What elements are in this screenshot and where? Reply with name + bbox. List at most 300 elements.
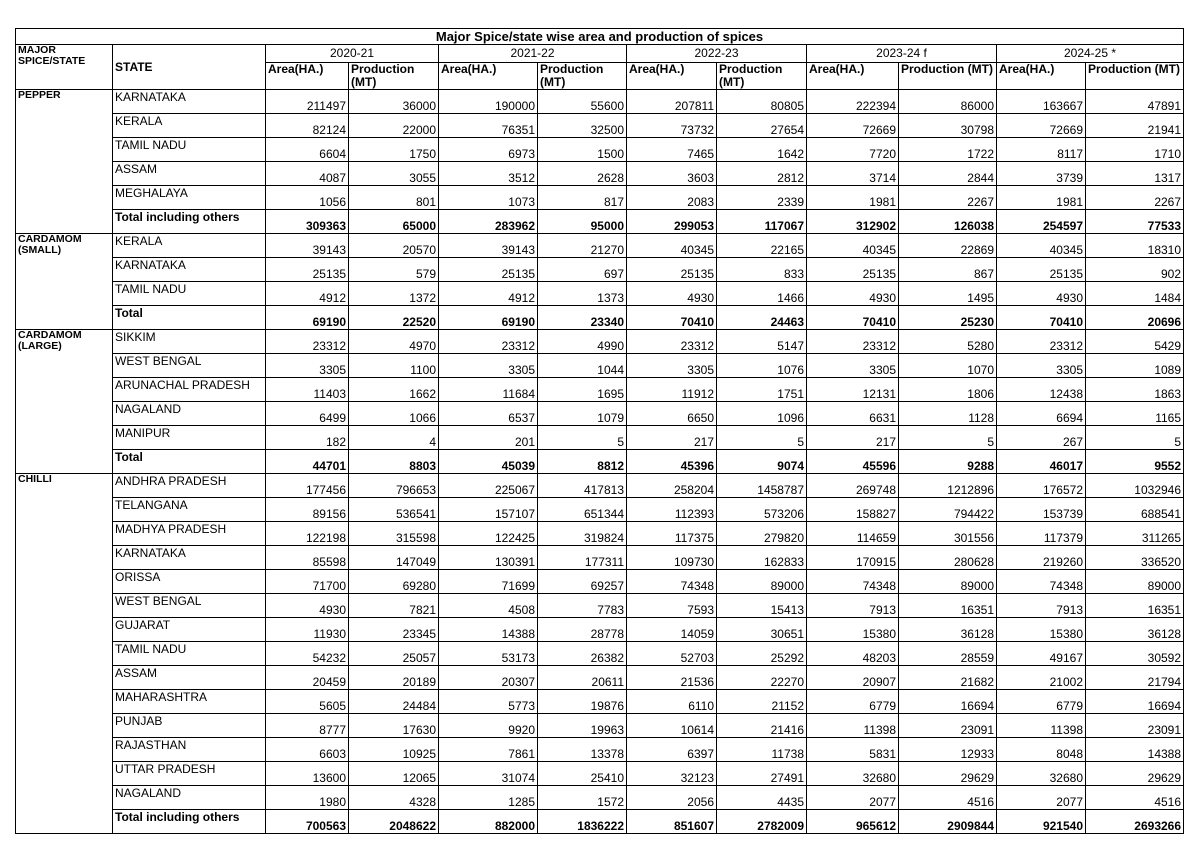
area-value-cell: 3305: [439, 354, 538, 378]
production-value-cell: 19876: [538, 690, 627, 714]
state-cell: KARNATAKA: [113, 546, 266, 570]
area-value-cell: 49167: [997, 642, 1086, 666]
area-value-cell: 12131: [807, 378, 899, 402]
production-value-cell: 30798: [899, 114, 997, 138]
production-value-cell: 2267: [1086, 186, 1184, 210]
table-row: [16, 498, 1184, 522]
production-value-cell: 1466: [717, 282, 807, 306]
table-row: [16, 618, 1184, 642]
area-value-cell: 1073: [439, 186, 538, 210]
state-cell: KERALA: [113, 234, 266, 258]
total-label-cell: Total: [113, 450, 266, 474]
production-value-cell: 162833: [717, 546, 807, 570]
area-value-cell: 6397: [627, 738, 717, 762]
production-value-cell: 17630: [349, 714, 439, 738]
production-value-cell: 1695: [538, 378, 627, 402]
area-value-cell: 15380: [997, 618, 1086, 642]
table-row: [16, 426, 1184, 450]
production-value-cell: 5: [717, 426, 807, 450]
area-value-cell: 3739: [997, 162, 1086, 186]
area-value-cell: 25135: [266, 258, 349, 282]
area-value-cell: 109730: [627, 546, 717, 570]
production-value-cell: 1128: [899, 402, 997, 426]
state-cell: KARNATAKA: [113, 258, 266, 282]
production-value-cell: 1806: [899, 378, 997, 402]
production-value-cell: 536541: [349, 498, 439, 522]
production-value-cell: 22000: [349, 114, 439, 138]
production-value-cell: 36000: [349, 90, 439, 114]
production-value-cell: 77533: [1086, 210, 1184, 234]
state-cell: ANDHRA PRADESH: [113, 474, 266, 498]
production-value-cell: 24463: [717, 306, 807, 330]
area-value-cell: 11398: [807, 714, 899, 738]
production-value-cell: 1836222: [538, 810, 627, 834]
production-value-cell: 89000: [899, 570, 997, 594]
area-value-cell: 114659: [807, 522, 899, 546]
table-row: [16, 666, 1184, 690]
production-value-cell: 147049: [349, 546, 439, 570]
spice-name-cell: CARDAMOM (SMALL): [16, 234, 113, 330]
area-value-cell: 3305: [807, 354, 899, 378]
production-value-cell: 20696: [1086, 306, 1184, 330]
state-cell: KARNATAKA: [113, 90, 266, 114]
area-value-cell: 20907: [807, 666, 899, 690]
production-value-cell: 14388: [1086, 738, 1184, 762]
production-value-cell: 5429: [1086, 330, 1184, 354]
table-row: [16, 282, 1184, 306]
area-value-cell: 283962: [439, 210, 538, 234]
production-header: Production (MT): [899, 63, 997, 90]
area-value-cell: 32680: [807, 762, 899, 786]
total-row: [16, 810, 1184, 834]
area-value-cell: 3714: [807, 162, 899, 186]
production-value-cell: 80805: [717, 90, 807, 114]
production-value-cell: 573206: [717, 498, 807, 522]
area-value-cell: 4912: [266, 282, 349, 306]
production-value-cell: 4: [349, 426, 439, 450]
production-value-cell: 1750: [349, 138, 439, 162]
production-value-cell: 29629: [1086, 762, 1184, 786]
production-value-cell: 23340: [538, 306, 627, 330]
area-value-cell: 269748: [807, 474, 899, 498]
table-row: [16, 90, 1184, 114]
area-value-cell: 3512: [439, 162, 538, 186]
production-value-cell: 21941: [1086, 114, 1184, 138]
area-value-cell: 23312: [439, 330, 538, 354]
production-value-cell: 15413: [717, 594, 807, 618]
production-value-cell: 36128: [1086, 618, 1184, 642]
production-value-cell: 16694: [1086, 690, 1184, 714]
production-value-cell: 1710: [1086, 138, 1184, 162]
area-value-cell: 14059: [627, 618, 717, 642]
production-value-cell: 29629: [899, 762, 997, 786]
production-value-cell: 2844: [899, 162, 997, 186]
area-value-cell: 23312: [997, 330, 1086, 354]
production-value-cell: 89000: [717, 570, 807, 594]
area-value-cell: 267: [997, 426, 1086, 450]
production-value-cell: 4516: [1086, 786, 1184, 810]
production-value-cell: 1572: [538, 786, 627, 810]
area-value-cell: 12438: [997, 378, 1086, 402]
state-cell: TELANGANA: [113, 498, 266, 522]
area-value-cell: 40345: [997, 234, 1086, 258]
state-cell: PUNJAB: [113, 714, 266, 738]
area-value-cell: 70410: [997, 306, 1086, 330]
area-value-cell: 8117: [997, 138, 1086, 162]
year-header: 2020-21: [266, 45, 439, 63]
production-value-cell: 8812: [538, 450, 627, 474]
area-value-cell: 23312: [266, 330, 349, 354]
area-value-cell: 23312: [627, 330, 717, 354]
area-value-cell: 153739: [997, 498, 1086, 522]
production-value-cell: 23091: [899, 714, 997, 738]
area-value-cell: 45596: [807, 450, 899, 474]
state-cell: RAJASTHAN: [113, 738, 266, 762]
area-value-cell: 11398: [997, 714, 1086, 738]
area-value-cell: 11684: [439, 378, 538, 402]
production-value-cell: 1165: [1086, 402, 1184, 426]
area-value-cell: 13600: [266, 762, 349, 786]
area-value-cell: 14388: [439, 618, 538, 642]
state-cell: KERALA: [113, 114, 266, 138]
production-value-cell: 13378: [538, 738, 627, 762]
production-value-cell: 20189: [349, 666, 439, 690]
production-value-cell: 86000: [899, 90, 997, 114]
state-cell: TAMIL NADU: [113, 642, 266, 666]
production-value-cell: 1863: [1086, 378, 1184, 402]
area-value-cell: 882000: [439, 810, 538, 834]
area-value-cell: 254597: [997, 210, 1086, 234]
table-row: [16, 738, 1184, 762]
production-value-cell: 1662: [349, 378, 439, 402]
production-header: Production (MT): [538, 63, 627, 90]
area-value-cell: 4930: [627, 282, 717, 306]
production-value-cell: 1722: [899, 138, 997, 162]
area-value-cell: 177456: [266, 474, 349, 498]
area-value-cell: 6973: [439, 138, 538, 162]
state-cell: ARUNACHAL PRADESH: [113, 378, 266, 402]
area-value-cell: 70410: [807, 306, 899, 330]
production-value-cell: 1032946: [1086, 474, 1184, 498]
production-value-cell: 10925: [349, 738, 439, 762]
production-value-cell: 21416: [717, 714, 807, 738]
table-row: [16, 690, 1184, 714]
area-value-cell: 89156: [266, 498, 349, 522]
table-row: [16, 258, 1184, 282]
area-value-cell: 176572: [997, 474, 1086, 498]
production-value-cell: 280628: [899, 546, 997, 570]
production-value-cell: 18310: [1086, 234, 1184, 258]
total-row: [16, 306, 1184, 330]
production-value-cell: 12065: [349, 762, 439, 786]
area-value-cell: 8048: [997, 738, 1086, 762]
table-row: [16, 546, 1184, 570]
area-value-cell: 182: [266, 426, 349, 450]
production-value-cell: 22165: [717, 234, 807, 258]
area-value-cell: 965612: [807, 810, 899, 834]
spice-name-cell: CARDAMOM (LARGE): [16, 330, 113, 474]
state-cell: MAHARASHTRA: [113, 690, 266, 714]
area-value-cell: 1980: [266, 786, 349, 810]
production-value-cell: 1500: [538, 138, 627, 162]
production-value-cell: 1458787: [717, 474, 807, 498]
production-header: Production (MT): [349, 63, 439, 90]
production-value-cell: 817: [538, 186, 627, 210]
production-value-cell: 867: [899, 258, 997, 282]
spice-name-cell: CHILLI: [16, 474, 113, 834]
production-value-cell: 16351: [1086, 594, 1184, 618]
production-value-cell: 1066: [349, 402, 439, 426]
area-header: Area(HA.): [439, 63, 538, 90]
area-value-cell: 25135: [439, 258, 538, 282]
area-value-cell: 190000: [439, 90, 538, 114]
production-value-cell: 315598: [349, 522, 439, 546]
production-value-cell: 177311: [538, 546, 627, 570]
area-value-cell: 23312: [807, 330, 899, 354]
production-value-cell: 1100: [349, 354, 439, 378]
table-row: [16, 162, 1184, 186]
total-label-cell: Total: [113, 306, 266, 330]
area-value-cell: 211497: [266, 90, 349, 114]
area-value-cell: 39143: [266, 234, 349, 258]
area-value-cell: 45039: [439, 450, 538, 474]
area-value-cell: 15380: [807, 618, 899, 642]
year-header: 2021-22: [439, 45, 627, 63]
area-value-cell: 25135: [807, 258, 899, 282]
production-value-cell: 1642: [717, 138, 807, 162]
area-value-cell: 69190: [266, 306, 349, 330]
production-value-cell: 21682: [899, 666, 997, 690]
production-value-cell: 20570: [349, 234, 439, 258]
total-label-cell: Total including others: [113, 210, 266, 234]
production-value-cell: 26382: [538, 642, 627, 666]
production-value-cell: 2812: [717, 162, 807, 186]
area-value-cell: 6779: [997, 690, 1086, 714]
area-value-cell: 25135: [627, 258, 717, 282]
state-cell: WEST BENGAL: [113, 354, 266, 378]
area-value-cell: 157107: [439, 498, 538, 522]
area-value-cell: 20459: [266, 666, 349, 690]
table-row: [16, 330, 1184, 354]
area-value-cell: 130391: [439, 546, 538, 570]
area-value-cell: 45396: [627, 450, 717, 474]
area-value-cell: 3305: [627, 354, 717, 378]
area-value-cell: 1285: [439, 786, 538, 810]
state-cell: ASSAM: [113, 162, 266, 186]
area-value-cell: 69190: [439, 306, 538, 330]
production-value-cell: 796653: [349, 474, 439, 498]
production-value-cell: 126038: [899, 210, 997, 234]
state-cell: SIKKIM: [113, 330, 266, 354]
state-cell: MADHYA PRADESH: [113, 522, 266, 546]
area-value-cell: 70410: [627, 306, 717, 330]
production-value-cell: 311265: [1086, 522, 1184, 546]
area-value-cell: 73732: [627, 114, 717, 138]
spice-name-cell: PEPPER: [16, 90, 113, 234]
production-value-cell: 1372: [349, 282, 439, 306]
production-value-cell: 25230: [899, 306, 997, 330]
production-header: Production (MT): [717, 63, 807, 90]
production-value-cell: 22270: [717, 666, 807, 690]
spice-table-sheet: [15, 28, 1183, 834]
area-value-cell: 4930: [807, 282, 899, 306]
production-value-cell: 9552: [1086, 450, 1184, 474]
area-value-cell: 258204: [627, 474, 717, 498]
area-value-cell: 32680: [997, 762, 1086, 786]
area-value-cell: 1056: [266, 186, 349, 210]
production-value-cell: 16694: [899, 690, 997, 714]
production-value-cell: 11738: [717, 738, 807, 762]
production-value-cell: 5: [899, 426, 997, 450]
area-value-cell: 4930: [266, 594, 349, 618]
production-value-cell: 1373: [538, 282, 627, 306]
area-value-cell: 1981: [807, 186, 899, 210]
area-value-cell: 9920: [439, 714, 538, 738]
area-value-cell: 2056: [627, 786, 717, 810]
area-value-cell: 85598: [266, 546, 349, 570]
production-value-cell: 32500: [538, 114, 627, 138]
area-value-cell: 21536: [627, 666, 717, 690]
area-value-cell: 39143: [439, 234, 538, 258]
area-value-cell: 6779: [807, 690, 899, 714]
area-value-cell: 5831: [807, 738, 899, 762]
total-row: [16, 210, 1184, 234]
production-value-cell: 1495: [899, 282, 997, 306]
area-value-cell: 72669: [807, 114, 899, 138]
production-value-cell: 27491: [717, 762, 807, 786]
production-value-cell: 1076: [717, 354, 807, 378]
production-value-cell: 9288: [899, 450, 997, 474]
production-value-cell: 12933: [899, 738, 997, 762]
production-value-cell: 20611: [538, 666, 627, 690]
table-row: [16, 474, 1184, 498]
state-header: STATE: [113, 45, 266, 90]
production-value-cell: 69257: [538, 570, 627, 594]
production-value-cell: 21794: [1086, 666, 1184, 690]
production-value-cell: 417813: [538, 474, 627, 498]
area-value-cell: 225067: [439, 474, 538, 498]
production-value-cell: 5: [1086, 426, 1184, 450]
area-value-cell: 82124: [266, 114, 349, 138]
area-value-cell: 6694: [997, 402, 1086, 426]
table-row: [16, 762, 1184, 786]
production-value-cell: 794422: [899, 498, 997, 522]
area-value-cell: 21002: [997, 666, 1086, 690]
production-value-cell: 1317: [1086, 162, 1184, 186]
area-value-cell: 3305: [266, 354, 349, 378]
area-value-cell: 921540: [997, 810, 1086, 834]
state-cell: ORISSA: [113, 570, 266, 594]
area-value-cell: 31074: [439, 762, 538, 786]
production-value-cell: 55600: [538, 90, 627, 114]
table-row: [16, 186, 1184, 210]
production-value-cell: 579: [349, 258, 439, 282]
production-value-cell: 21270: [538, 234, 627, 258]
table-row: [16, 642, 1184, 666]
table-row: [16, 786, 1184, 810]
production-value-cell: 1079: [538, 402, 627, 426]
production-value-cell: 336520: [1086, 546, 1184, 570]
major-spice-state-header: MAJOR SPICE/STATE: [16, 45, 113, 90]
production-value-cell: 4516: [899, 786, 997, 810]
area-value-cell: 71699: [439, 570, 538, 594]
year-header: 2023-24 f: [807, 45, 997, 63]
table-row: [16, 138, 1184, 162]
area-value-cell: 10614: [627, 714, 717, 738]
state-cell: TAMIL NADU: [113, 282, 266, 306]
production-value-cell: 1096: [717, 402, 807, 426]
area-value-cell: 40345: [807, 234, 899, 258]
area-value-cell: 201: [439, 426, 538, 450]
production-value-cell: 319824: [538, 522, 627, 546]
year-header: 2022-23: [627, 45, 807, 63]
area-value-cell: 11930: [266, 618, 349, 642]
area-value-cell: 5773: [439, 690, 538, 714]
area-value-cell: 11912: [627, 378, 717, 402]
table-row: [16, 354, 1184, 378]
area-value-cell: 44701: [266, 450, 349, 474]
area-value-cell: 7913: [807, 594, 899, 618]
area-value-cell: 46017: [997, 450, 1086, 474]
production-value-cell: 2693266: [1086, 810, 1184, 834]
production-value-cell: 23091: [1086, 714, 1184, 738]
production-value-cell: 697: [538, 258, 627, 282]
area-value-cell: 25135: [997, 258, 1086, 282]
area-header: Area(HA.): [266, 63, 349, 90]
area-value-cell: 20307: [439, 666, 538, 690]
state-cell: WEST BENGAL: [113, 594, 266, 618]
area-header: Area(HA.): [997, 63, 1086, 90]
table-row: [16, 402, 1184, 426]
area-value-cell: 122198: [266, 522, 349, 546]
area-value-cell: 3603: [627, 162, 717, 186]
production-value-cell: 47891: [1086, 90, 1184, 114]
production-value-cell: 3055: [349, 162, 439, 186]
state-cell: MANIPUR: [113, 426, 266, 450]
production-value-cell: 22869: [899, 234, 997, 258]
production-value-cell: 279820: [717, 522, 807, 546]
production-value-cell: 23345: [349, 618, 439, 642]
area-value-cell: 4912: [439, 282, 538, 306]
production-value-cell: 28559: [899, 642, 997, 666]
area-value-cell: 72669: [997, 114, 1086, 138]
production-value-cell: 801: [349, 186, 439, 210]
production-value-cell: 1044: [538, 354, 627, 378]
area-value-cell: 74348: [997, 570, 1086, 594]
production-value-cell: 1484: [1086, 282, 1184, 306]
area-value-cell: 122425: [439, 522, 538, 546]
table-title: Major Spice/state wise area and production of spices: [16, 29, 1184, 45]
production-value-cell: 833: [717, 258, 807, 282]
area-value-cell: 7861: [439, 738, 538, 762]
area-value-cell: 40345: [627, 234, 717, 258]
production-value-cell: 2782009: [717, 810, 807, 834]
area-value-cell: 7465: [627, 138, 717, 162]
production-value-cell: 69280: [349, 570, 439, 594]
production-value-cell: 25410: [538, 762, 627, 786]
table-row: [16, 522, 1184, 546]
area-value-cell: 312902: [807, 210, 899, 234]
area-value-cell: 6631: [807, 402, 899, 426]
production-value-cell: 65000: [349, 210, 439, 234]
production-value-cell: 5280: [899, 330, 997, 354]
production-value-cell: 27654: [717, 114, 807, 138]
production-value-cell: 25057: [349, 642, 439, 666]
table-row: [16, 570, 1184, 594]
area-value-cell: 74348: [807, 570, 899, 594]
production-value-cell: 30592: [1086, 642, 1184, 666]
area-value-cell: 32123: [627, 762, 717, 786]
